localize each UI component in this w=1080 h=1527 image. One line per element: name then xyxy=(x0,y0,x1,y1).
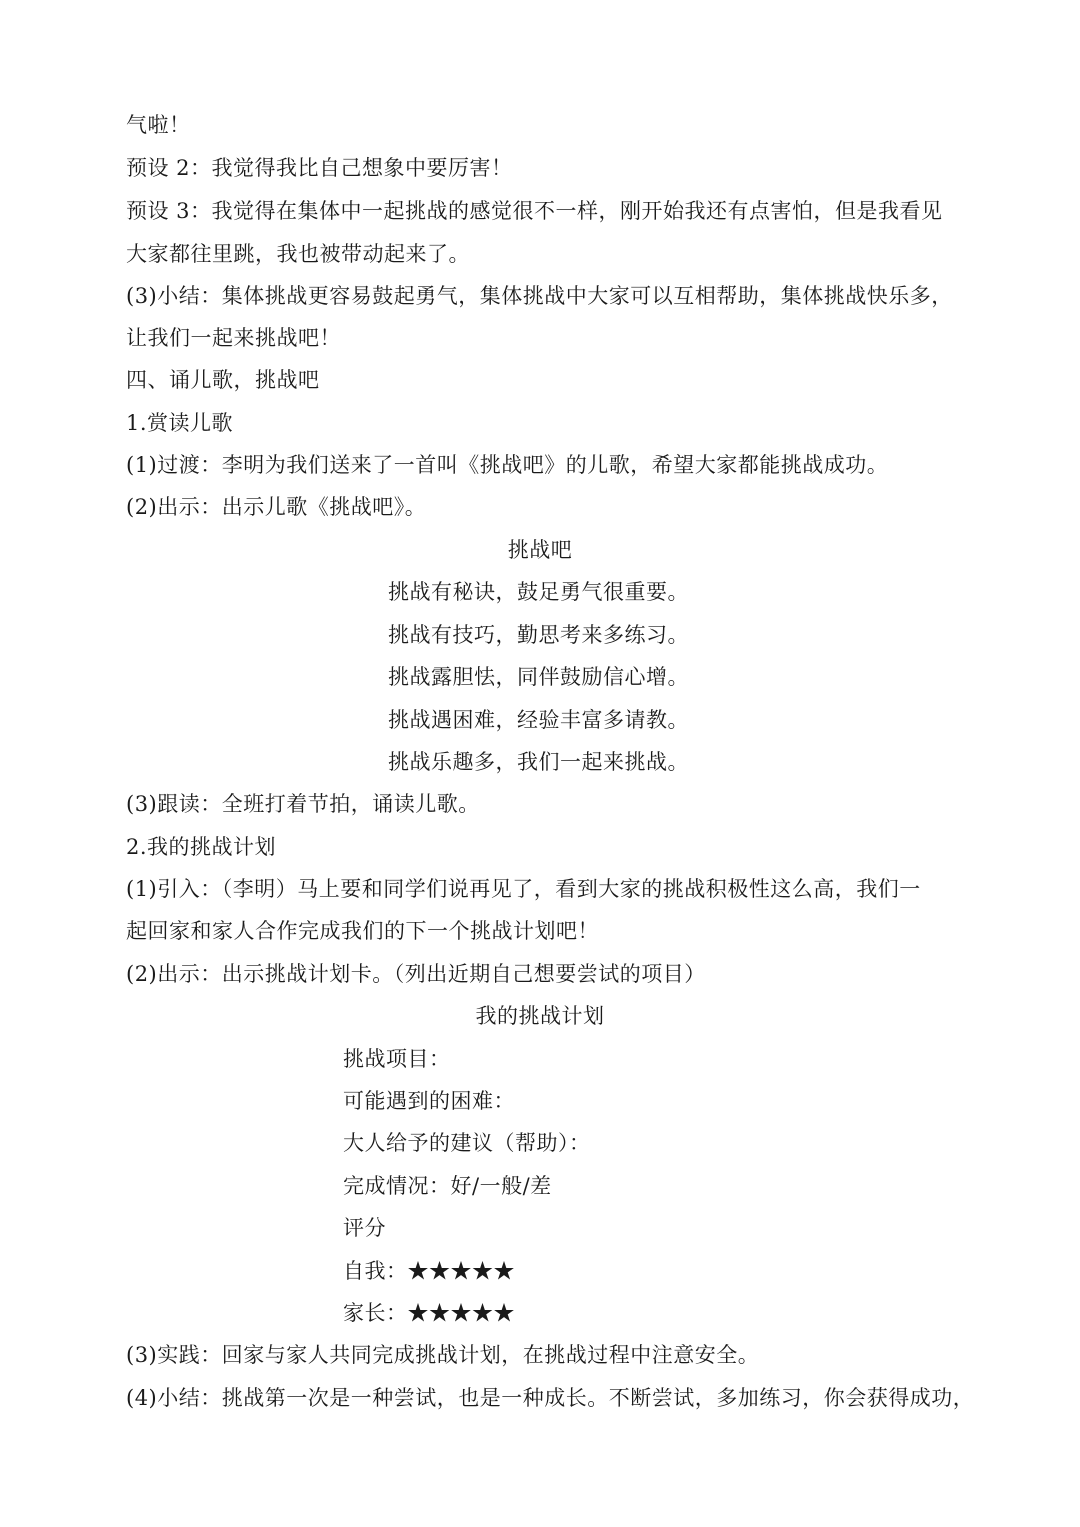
paragraph-line: 起回家和家人合作完成我们的下一个挑战计划吧！ xyxy=(126,919,599,943)
paragraph-line: (3)小结：集体挑战更容易鼓起勇气，集体挑战中大家可以互相帮助，集体挑战快乐多， xyxy=(126,284,953,308)
paragraph-line: (3)跟读：全班打着节拍，诵读儿歌。 xyxy=(126,792,480,816)
poem-line: 挑战乐趣多，我们一起来挑战。 xyxy=(388,750,689,774)
plan-rating-parent: 家长：★★★★★ xyxy=(343,1301,515,1325)
paragraph-line: (3)实践：回家与家人共同完成挑战计划，在挑战过程中注意安全。 xyxy=(126,1343,760,1367)
subsection-heading: 2.我的挑战计划 xyxy=(126,835,277,859)
plan-title: 我的挑战计划 xyxy=(475,1004,605,1028)
plan-rating-self: 自我：★★★★★ xyxy=(343,1259,515,1283)
poem-line: 挑战有技巧，勤思考来多练习。 xyxy=(388,623,689,647)
paragraph-line: (4)小结：挑战第一次是一种尝试，也是一种成长。不断尝试，多加练习，你会获得成功， xyxy=(126,1386,975,1410)
section-heading: 四、诵儿歌，挑战吧 xyxy=(126,368,320,392)
plan-item: 大人给予的建议（帮助）： xyxy=(343,1131,591,1155)
paragraph-line: 预设 2：我觉得我比自己想象中要厉害！ xyxy=(126,156,513,180)
plan-item: 评分 xyxy=(343,1216,386,1240)
paragraph-line: (1)过渡：李明为我们送来了一首叫《挑战吧》的儿歌，希望大家都能挑战成功。 xyxy=(126,453,889,477)
paragraph-line: (2)出示：出示儿歌《挑战吧》。 xyxy=(126,495,427,519)
subsection-heading: 1.赏读儿歌 xyxy=(126,411,234,435)
paragraph-line: (2)出示：出示挑战计划卡。（列出近期自己想要尝试的项目） xyxy=(126,962,706,986)
paragraph-line: 预设 3：我觉得在集体中一起挑战的感觉很不一样，刚开始我还有点害怕，但是我看见 xyxy=(126,199,943,223)
poem-line: 挑战遇困难，经验丰富多请教。 xyxy=(388,708,689,732)
paragraph-line: (1)引入：（李明）马上要和同学们说再见了，看到大家的挑战积极性这么高，我们一 xyxy=(126,877,921,901)
poem-line: 挑战露胆怯，同伴鼓励信心增。 xyxy=(388,665,689,689)
poem-title: 挑战吧 xyxy=(507,538,573,562)
plan-item: 完成情况：好/一般/差 xyxy=(343,1174,552,1198)
paragraph-line: 让我们一起来挑战吧！ xyxy=(126,326,341,350)
poem-line: 挑战有秘诀，鼓足勇气很重要。 xyxy=(388,580,689,604)
plan-item: 可能遇到的困难： xyxy=(343,1089,515,1113)
paragraph-line: 大家都往里跳，我也被带动起来了。 xyxy=(126,242,470,266)
paragraph-line: 气啦！ xyxy=(126,113,191,137)
plan-item: 挑战项目： xyxy=(343,1047,451,1071)
